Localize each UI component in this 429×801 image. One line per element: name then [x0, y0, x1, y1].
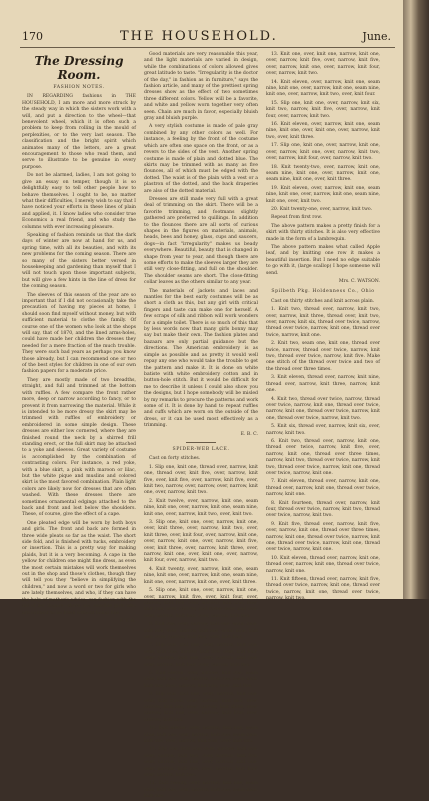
- pattern-row: 5. Knit six, thread over, narrow, knit six, over, narrow, knit two.: [266, 424, 380, 436]
- article-paragraph: A very stylish costume is made of pale gray combined by any other colors as well. For instance, a feeling by the front of the costume which are often one space on the front, or as a revers to the sides of the vest. Another spring costume is made of plain and dotted blue. The skirts may be trimmed with as many as five flounces, all of which must be edged with the dotted. The waist is of the plain with a vest or a plastron of the dotted, and the back draperies are also of the dotted material.: [144, 124, 258, 194]
- article-paragraph: Dresses are still made very full with a great deal of trimming on the skirt. There will be a favorite trimming, and footmans slightly gathered are preferred to quillings. In addition to the flounces there are all sorts of curious shapes in the figures on materials, animals, heads, bees and honey, glass, cups and saucers, dogs—in fact "irregularity" makes us beady everywhere. Beautiful, beauty that is changed in shape from year to year, and though there are some efforts to make the sleeves larger they are still very close-fitting, and full on the shoulder. The shoulder seams are short. The close-fitting collar leaves as the others similar to any year.: [144, 196, 258, 286]
- pattern-row: 11. Knit fifteen, thread over, narrow, knit five, thread over twice, narrow, knit one, thread over twice, narrow, knit one, thread over twice, narrow, knit two.: [266, 577, 380, 602]
- pattern-row: 2. Knit twelve, over, narrow, knit one, seam nine, knit one, over, narrow, knit one, seam nine, knit one, over, narrow, knit two, over, knit two.: [144, 498, 258, 517]
- pattern-row: 1. Knit two, thread over, narrow, knit two, over, narrow, knit three, thread over, knit two, over, narrow, knit six, thread over twice, narrow, thread over twice, narrow, knit one, thread over twice, narrow, knit one.: [266, 307, 380, 338]
- pattern-row: 18. Knit twenty-two, over, narrow, knit one, seam nine, knit one, over, narrow, knit one, seam nine, knit one, over, knit three.: [266, 164, 380, 183]
- page-month: June.: [362, 30, 391, 43]
- page-header: [0, 30, 403, 46]
- pattern-row: 15. Slip one, knit one, over, narrow, knit six, knit two, narrow, knit five, over, narrow, knit four, over, narrow, knit two.: [266, 100, 380, 119]
- pattern-row: 3. Slip one, knit one, over, narrow, knit one, over, knit three, over, narrow, knit two, over, knit three, over, knit four, over, narrow, knit one, over, narrow, knit one, over, narrow, knit five, over, knit three, over, narrow, knit three, over, narrow, knit one, over, knit one, over, narrow, knit four, over, narrow, knit two.: [144, 520, 258, 564]
- page-number: 170: [22, 30, 43, 43]
- pattern-row: 9. Knit five, thread over, narrow, knit five, over, narrow, knit one, thread over three times, narrow, knit one, thread over twice, narrow, knit one, thread over twice, narrow, knit one, thread over twice, narrow, knit one.: [266, 521, 380, 553]
- article-paragraph: The materials of jackets and laces and mantles for the best early costumes will be as short a cloth as this, but any girl with critical fingers and taste can make one for herself. A few scraps of silk and ribbon will work wonders for a simple toilet. There is so much of this that by less words now that many girls bonny may say but make their own. The fashion plates and bazaars are only partial guidance but the directions. The American embroidery is as simple as possible and as pretty it would well repay any one who would take the trouble to get the pattern and make it. It is done on white batiste with white embroidery cotton and in button-hole stitch. But it would be difficult for me to describe it unless I could also show you the designs, but I hope somebody will be misled by my remarks to procure the patterns and work some of it. It is done by hand to repeat ruffles and cuffs which are worn on the outside of the dress, or it can be used most effectively as a trimming.: [144, 288, 258, 429]
- pattern-row: 6. Knit one, over, narrow, knit one, seam nine, knit one, over, narrow, knit one, seam nine, knit one, over, narrow, knit two, over, knit four.: [144, 622, 258, 640]
- pattern-row: 7. Slip one, knit one, over, narrow, knit one, over, knit one, narrow, knit five, over, knit four, over, narrow, knit one, over, narrow, knit one, over, narrow, knit four, over, narrow, knit two.: [144, 643, 258, 668]
- pattern-row: 4. Knit two, thread over twice, narrow, thread over twice, narrow, knit one, thread over twice, narrow, knit one, thread over twice, narrow, knit one, thread over twice, narrow, knit two.: [266, 396, 380, 421]
- article-paragraph: The above pattern makes a pretty finish for a skirt with thirty stitches. It is also very effective made in the form of a lambrequin.: [266, 223, 380, 242]
- article-paragraph: They are mostly made of two breadths, straight, and full and trimmed at the bottom with ruffles. A few compare the front rather more, deep or narrow according to fancy, or to prevent it from narrowing the material. While it is intended to be more dressy the skirt may be trimmed with ruffles of embroidery or embroidered in some simple design. These dresses are either low cornered, where they are finished round the neck by a shirred frill standing erect, or the full skirt may be attached to a yoke and sleeves. Great variety of costume is accomplished by the combination of contrasting colors. For instance, a red yoke, with a blue skirt, a pink with maroon or lilac, but the white pique and muslins and colored skirt is the most favored combination. Plain light colors are likely now for dresses that are often washed. With these dresses there are sometimes ornamental edgings attached to the back and front and lost below the shoulders. These, of course, give the effect of a cape.: [22, 377, 136, 518]
- article-paragraph: IN REGARDING fashions in THE HOUSEHOLD, I am more and more struck by the steady way in which the sisters work with a will, and put a direction to the wheel—that benevolent wheel, which it is often such a problem to keep from rolling in the mould of perplexities, or to the very last season. The classification and the bright spirit which animates many of the letters, are a great encouragement to those who read them, and serve to illustrate to be genuine in every purpose.: [22, 94, 136, 170]
- article-paragraph: Good materials are very reasonable this year, and the light materials are varied in design, while the combinations of colors allowed gives great latitude to taste. "Irregularity is the doctor of the day," in fashion as in furniture," says the fashion article, and many of the prettiest spring dresses show as the effect of two sometimes three different colors. Yellow will be a favorite, and white and yellow worn together very often seen. Chain are much in favor, especially bluish gray and bluish purple.: [144, 52, 258, 122]
- author-signature: Mrs. C. WATSON.: [338, 279, 380, 284]
- article-paragraph: One pleated edge will be worn by both boys and girls. The front and back are formed in three wide pleats so far as the waist. The short side fold, and is finished with tucks, embroidery or insertion. This is a pretty way for making plaids, but it is a very becoming. A cape in the yellow for children one might fine dress, as even the most certain mistakes will work themselves out in the shop and those's clothes, though they will tell you they "believe in simplifying the children," and now a word or two for girls who are lately themselves, and who, if they can have the help of mother's advice, can fashion with the aid of her fingers—there are, sensible girls who are content to be fresh without being fine.: [22, 520, 136, 616]
- pattern-row: 5. Slip one, knit one, over, narrow, knit one, over, narrow, knit five, over, knit four, over, narrow, knit five, over, narrow, knit one, over, knit one, over, narrow, knit three, over, knit one, over, narrow, knit four, over, narrow, knit two.: [144, 588, 258, 619]
- book-spine: [403, 0, 429, 599]
- pattern-row: 9. Slip one, knit one, over, narrow, knit one, over, knit three, over, narrow, knit two, over, narrow, knit one, over, narrow, knit three, over, narrow, knit one, over, narrow, knit four, over, narrow, knit two.: [144, 692, 258, 723]
- pattern-row: 19. Knit eleven, over, narrow, knit one, seam nine, knit one, over, narrow, knit one, seam nine, knit one, over, knit two.: [266, 185, 380, 204]
- column-1: [22, 52, 136, 624]
- article-paragraph: The above pattern makes what called Apple leaf, and by knitting one row it makes a beautiful insertion. But I need no edge suitable to go with it, (large scallop) I hope someone will send.: [266, 244, 380, 276]
- author-signature: E. B. C.: [240, 431, 258, 437]
- pattern-row: 10. Knit eleven, thread over, narrow, knit one, thread over, narrow, knit one, thread over twice, narrow, knit one.: [266, 555, 380, 574]
- section-subheading: SPIDER-WEB LACE.: [172, 446, 230, 452]
- pattern-row: 8. Knit fourteen, thread over, narrow, knit four, thread over twice, narrow, knit two, thread over twice, narrow, knit two.: [266, 500, 380, 519]
- column-3: [266, 52, 380, 602]
- article-paragraph: Do not be alarmed, ladies, I am not going to give an essay on temper, though it is so delightfully easy to tell other people how to behave themselves. I ought to be, no matter what their difficulties, I merely wish to say that I have noticed your efforts in these lines of plain and applied, it. I know ladies who consider true Economics a real friend, and who study the columns with ever increasing pleasure.: [22, 173, 136, 230]
- pattern-row: Repeat from first row.: [271, 215, 323, 221]
- article-paragraph: Speaking of fashion reminds us that the dark days of winter are now at hand for us, and spring time, with all its beauties, and with its new problems for the coming season. There are so many of the sisters better versed in housekeeping and gardening than myself that I will not touch upon those important subjects, but will give a few hints in the line of dress for the coming season.: [22, 232, 136, 290]
- pattern-row: 8. Knit eleven, over, narrow, knit one, seam nine, knit one, over, narrow, knit one, seam nine, knit one, over, narrow, knit two, over, knit five.: [144, 670, 258, 689]
- pattern-row: 7. Knit eleven, thread over, narrow, knit one, thread over, narrow, knit one, thread over twice, narrow, knit one.: [266, 479, 380, 498]
- pattern-row: 17. Slip one, knit one, over, narrow, knit one, over, narrow, knit one, over, narrow, knit two, over, narrow, knit four, over, narrow, knit two.: [266, 143, 380, 162]
- section-divider: [186, 442, 216, 443]
- department-heading: The Dressing Room.: [34, 54, 124, 82]
- pattern-row: 6. Knit two, thread over, narrow, knit one, thread over twice, narrow, knit five, over, narrow, knit one, thread over three times, narrow, knit two, thread over twice, narrow, knit two, thread over twice, narrow, knit one, thread over twice, narrow, knit one.: [266, 438, 380, 476]
- pattern-row: 4. Knit twenty, over, narrow, knit one, seam nine, knit one, over, narrow, knit one, seam nine, knit one, over, narrow, knit one, over, knit three.: [144, 566, 258, 585]
- pattern-row: 16. Knit eleven, over, narrow, knit one, seam nine, knit one, over, knit one, over, narrow, knit two, over, knit three.: [266, 122, 380, 140]
- pattern-row: 20. Knit twenty-one, over, narrow, knit two.: [271, 206, 373, 212]
- author-location: Spilbeth Pkg. Holdenness Co., Ohio: [271, 289, 375, 295]
- pattern-row: 3. Knit eleven, thread over, narrow, knit nine, thread over, narrow, knit three, narrow, knit one.: [266, 375, 380, 394]
- pattern-row: 11. Slip one, knit one, over, narrow, knit one, over, narrow, knit two, over, narrow, knit five, over, narrow, knit one, over, narrow, knit one, over, narrow, knit one, over, narrow, knit four, over, narrow, knit two.: [144, 747, 258, 779]
- pattern-row: 10. Knit eleven, over, narrow, knit one, seam nine, knit one, over, narrow, knit one, seam nine, knit one, over, narrow, knit four, over, knit two.: [144, 726, 258, 745]
- article-paragraph: The sleeves of this season of the year are so important that if I did not occasionally take the precaution of having my pieces at home, I should soon find myself without money, but with sufficient material to clothe the family. Of course one of the women who look at the shops will say, that of 1870, and the lined arms-holes, could have made her children the dresses they needed for a mere fraction of the much trouble. They were such bad years as perhaps you know those already, but I can recommend one or two of the best styles for children in one of our own fashion papers for a moderate price.: [22, 292, 136, 375]
- page-title: THE HOUSEHOLD.: [120, 29, 278, 44]
- pattern-row: Cast on thirty stitches and knit across plain.: [271, 298, 375, 304]
- author-signature: F. V. H.: [119, 618, 136, 624]
- pattern-row: 2. Knit two, seam one, knit one, thread over twice, narrow, thread over twice, narrow, knit two, thread over twice, narrow, knit five. Make one stitch of the thread over twice and two of the thread over three times.: [266, 341, 380, 372]
- pattern-row: 14. Knit eleven, over, narrow, knit one, seam nine, knit one, over, narrow, knit one, seam nine, knit one, over, narrow, knit two, over, knit four.: [266, 79, 380, 98]
- column-2: [144, 52, 258, 800]
- pattern-row: 1. Slip one, knit one, thread over, narrow, knit one, thread over, knit five, over, narrow, knit five, over, knit five, over, narrow, knit five, over, knit two, narrow, over, narrow, over, narrow, knit one, over, narrow, knit two.: [144, 464, 258, 496]
- section-subheading: FASHION NOTES.: [53, 85, 105, 90]
- pattern-row: 12. Knit twenty, over, narrow, knit one, seam nine, knit one, over, narrow, knit one, seam nine, knit one.: [144, 781, 258, 800]
- pattern-row: 13. Knit one, over, knit one, narrow, knit one, over, narrow, knit five, over, narrow, knit five, over, narrow, knit one, over, narrow, knit four, over, narrow, knit two.: [266, 52, 380, 77]
- header-rule: [20, 47, 395, 48]
- pattern-row: Cast on forty stitches.: [149, 456, 201, 462]
